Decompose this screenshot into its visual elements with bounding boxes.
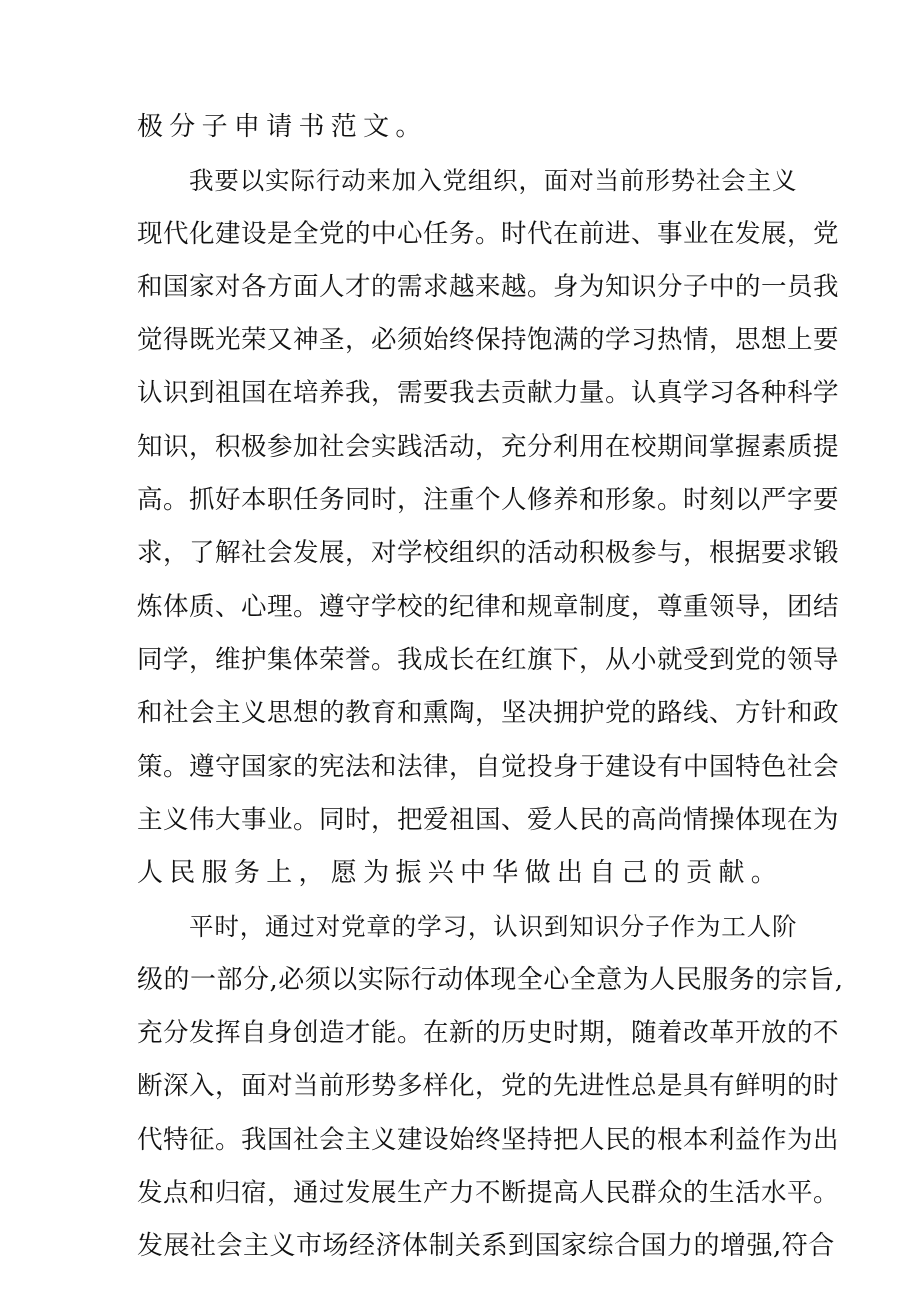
text-line: 充分发挥自身创造才能。在新的历史时期，随着改革开放的不 (137, 1018, 840, 1049)
text-line: 策。遵守国家的宪法和法律，自觉投身于建设有中国特色社会 (137, 751, 840, 782)
text-line: 断深入，面对当前形势多样化，党的先进性总是具有鲜明的时 (137, 1071, 840, 1102)
text-line: 我要以实际行动来加入党组织，面对当前形势社会主义 (189, 166, 797, 196)
text-line: 和社会主义思想的教育和熏陶，坚决拥护党的路线、方针和政 (137, 698, 840, 729)
text-line: 求，了解社会发展，对学校组织的活动积极参与，根据要求锻 (137, 538, 840, 569)
text-line: 知识，积极参加社会实践活动，充分利用在校期间掌握素质提 (137, 431, 840, 462)
text-line: 级的一部分,必须以实际行动体现全心全意为人民服务的宗旨, (137, 964, 844, 995)
text-line: 高。抓好本职任务同时，注重个人修养和形象。时刻以严字要 (137, 485, 840, 516)
text-line: 和国家对各方面人才的需求越来越。身为知识分子中的一员我 (137, 271, 840, 302)
body-text (137, 101, 844, 1274)
text-line: 炼体质、心理。遵守学校的纪律和规章制度，尊重领导，团结 (137, 591, 840, 622)
text-line: 同学，维护集体荣誉。我成长在红旗下，从小就受到党的领导 (137, 644, 840, 675)
text-line: 认识到祖国在培养我，需要我去贡献力量。认真学习各种科学 (137, 378, 840, 409)
text-line: 人民服务上，愿为振兴中华做出自己的贡献。 (137, 858, 784, 889)
text-line: 平时，通过对党章的学习，认识到知识分子作为工人阶 (189, 912, 797, 942)
text-line: 发点和归宿，通过发展生产力不断提高人民群众的生活水平。 (137, 1177, 840, 1208)
text-line: 代特征。我国社会主义建设始终坚持把人民的根本利益作为出 (137, 1124, 840, 1155)
text-line: 极分子申请书范文。 (137, 112, 428, 142)
text-line: 发展社会主义市场经济体制关系到国家综合国力的增强,符合 (137, 1231, 835, 1262)
text-line: 觉得既光荣又神圣，必须始终保持饱满的学习热情，思想上要 (137, 325, 840, 356)
text-line: 现代化建设是全党的中心任务。时代在前进、事业在发展，党 (137, 218, 840, 249)
text-line: 主义伟大事业。同时，把爱祖国、爱人民的高尚情操体现在为 (137, 804, 840, 835)
